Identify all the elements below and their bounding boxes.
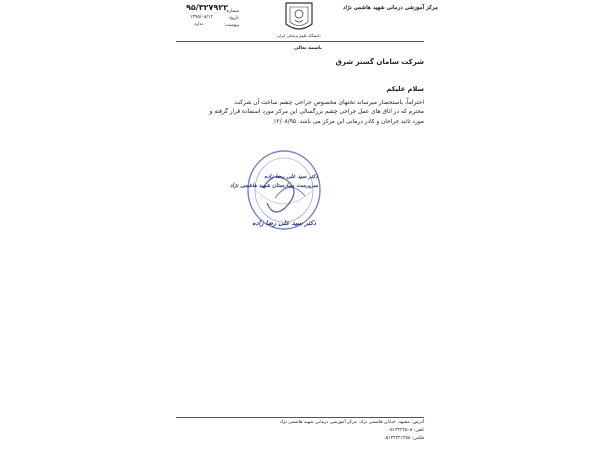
university-name: مرکز آموزشی درمانی شهید هاشمی نژاد <box>343 5 438 11</box>
logo <box>282 0 316 34</box>
letter-page <box>160 0 440 450</box>
signature-handwritten: دکتر سید علی رضا زاده <box>252 219 316 227</box>
date-label: تاریخ: <box>228 16 239 21</box>
date-handwritten: ۱۳۹۵/۰۸/۱۲ <box>190 15 213 20</box>
body-line-3: مورد تائید جراحان و کادر درمانی این مرکز می باشد. ۱۲/۰۸/۹۵ <box>273 119 424 125</box>
emblem-icon <box>282 0 316 34</box>
logo-caption: دانشگاه علوم پزشکی ایران <box>277 33 321 38</box>
greeting: سلام علیکم <box>386 85 424 93</box>
signature-line-1: دکتر سید علی رضا زاده <box>264 174 318 180</box>
footer-phone: تلفن: ۰۵۱۳۲۲۲۵۰۸ <box>387 428 424 433</box>
signature-line-2: سرپرست بیمارستان شهید هاشمی نژاد <box>230 183 318 189</box>
body-line-1: احتراماً، باستحضار میرساند تختهای مخصوص جراحی چشم ساخت آن شرکت <box>234 99 424 106</box>
attachment-label: پیوست: <box>224 23 239 28</box>
salutation: باسمه تعالی <box>294 46 322 51</box>
number-label: شماره: <box>224 9 239 14</box>
number-handwritten: ۹۵/۳۲۷۹۲۲ <box>186 3 228 12</box>
header-divider <box>176 41 424 42</box>
body-line-2: محترم که در اتاق های عمل جراحی چشم بزرگسالی این مرکز مورد استفاده قرار گرفته و <box>209 109 424 115</box>
footer-address: آدرس: مشهد، خیابان هاشمی نژاد، مرکز آموزشی درمانی شهید هاشمی نژاد <box>279 420 424 425</box>
recipient: شرکت سامان گستر شرق <box>335 58 424 66</box>
footer-fax: فکس: ۰۵۱۳۲۲۲۱۳۵۸ <box>383 436 424 441</box>
footer-divider <box>176 417 424 418</box>
attachment-handwritten: ندارد <box>194 22 204 27</box>
